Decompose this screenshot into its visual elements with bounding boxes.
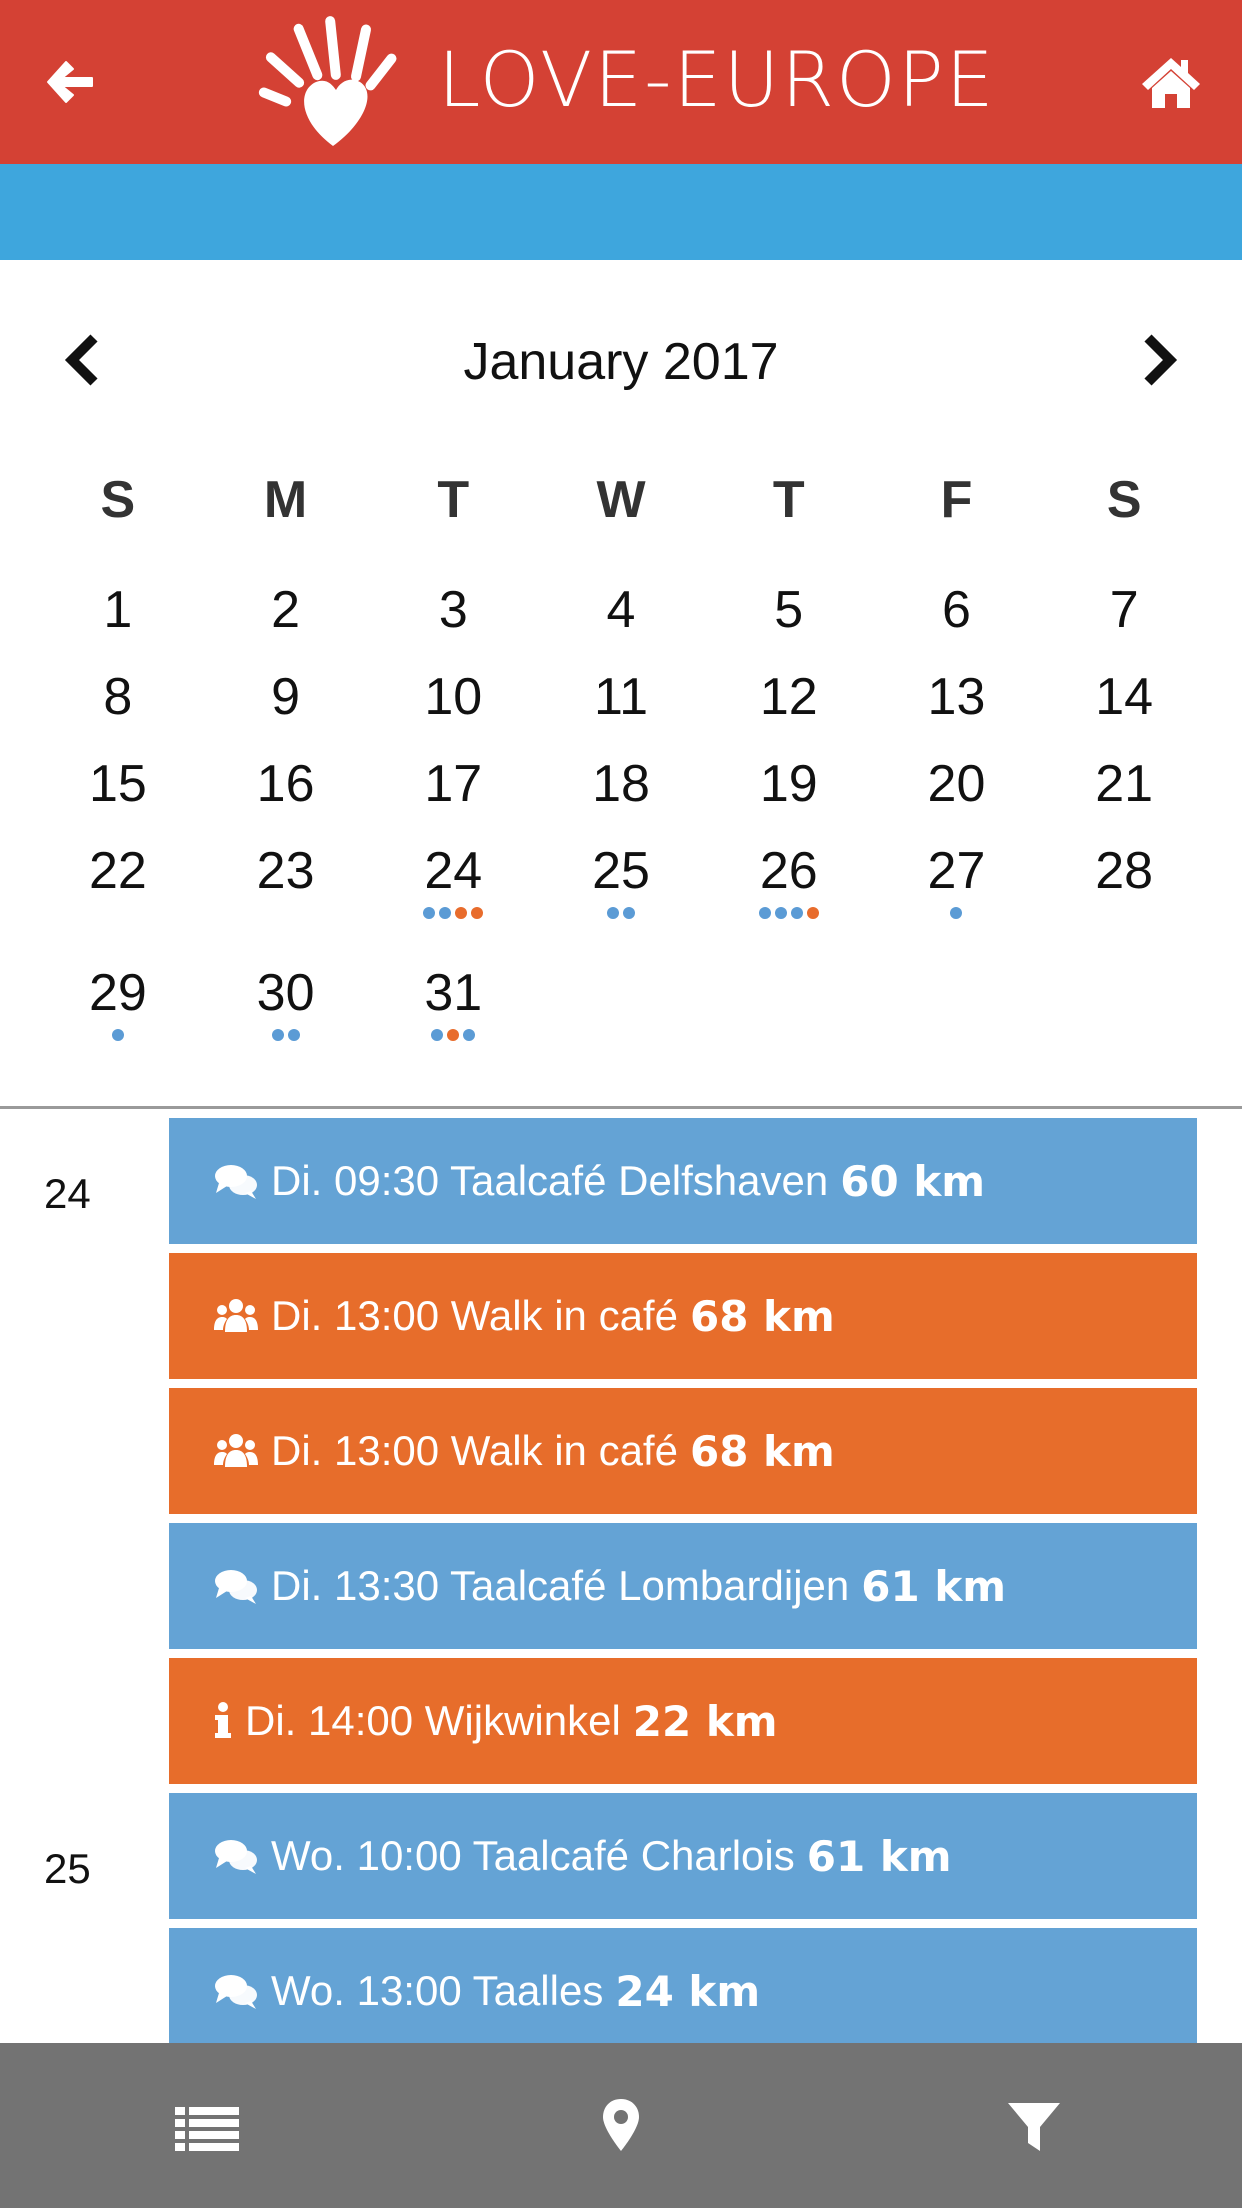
event-card[interactable] <box>169 1793 1197 1919</box>
brand-name: LOVE-EUROPE <box>438 35 996 124</box>
group-icon <box>213 1431 259 1471</box>
home-button[interactable] <box>1140 52 1202 112</box>
day-number: 27 <box>927 842 986 900</box>
weekday-label: T <box>772 471 805 529</box>
calendar-grid <box>34 580 1208 1085</box>
calendar-day[interactable] <box>202 580 370 667</box>
event-distance: 24 km <box>615 1966 761 2016</box>
event-dot <box>759 907 771 919</box>
day-number: 23 <box>256 842 315 900</box>
event-indicator-dots <box>369 907 537 921</box>
chevron-right-icon <box>1134 332 1184 388</box>
map-view-tab[interactable] <box>585 2089 657 2161</box>
calendar-day[interactable] <box>202 754 370 841</box>
event-distance: 61 km <box>861 1561 1007 1611</box>
day-number: 8 <box>103 668 133 726</box>
event-day-label: 24 <box>44 1170 91 1217</box>
calendar-day[interactable] <box>369 841 537 963</box>
event-card[interactable] <box>169 1118 1197 1244</box>
event-indicator-dots <box>202 1029 370 1043</box>
weekday-label: S <box>100 471 136 529</box>
event-title: Di. 13:30 Taalcafé Lombardijen <box>271 1562 850 1609</box>
comments-icon <box>213 1836 259 1876</box>
event-indicator-dots <box>369 1029 537 1043</box>
bottom-tab-bar <box>0 2043 1242 2208</box>
event-dot <box>112 1029 124 1041</box>
event-title: Di. 13:00 Walk in café <box>271 1427 678 1474</box>
day-number: 11 <box>594 668 648 726</box>
event-distance: 22 km <box>632 1696 778 1746</box>
event-card[interactable] <box>169 1523 1197 1649</box>
day-number: 18 <box>592 755 650 813</box>
day-number: 28 <box>1095 842 1154 900</box>
calendar-day[interactable] <box>369 580 537 667</box>
divider <box>0 1106 1242 1109</box>
next-month-button[interactable] <box>1134 332 1184 388</box>
calendar-day[interactable] <box>537 667 705 754</box>
calendar-day[interactable] <box>705 841 873 963</box>
event-title: Di. 09:30 Taalcafé Delfshaven <box>271 1157 829 1204</box>
filter-icon <box>998 2089 1070 2161</box>
calendar-day[interactable] <box>1040 841 1208 963</box>
day-number: 4 <box>606 581 636 639</box>
day-number: 20 <box>927 755 986 813</box>
calendar-day[interactable] <box>1040 580 1208 667</box>
weekday-label: W <box>596 471 646 529</box>
calendar-day[interactable] <box>34 667 202 754</box>
event-dot <box>288 1029 300 1041</box>
day-number: 7 <box>1109 581 1139 639</box>
calendar-day[interactable] <box>537 841 705 963</box>
day-number: 25 <box>592 842 650 900</box>
weekday-label: F <box>940 471 973 529</box>
event-title: Di. 14:00 Wijkwinkel <box>245 1697 621 1744</box>
calendar-empty-cell <box>537 963 705 1085</box>
day-number: 5 <box>774 581 804 639</box>
event-indicator-dots <box>705 907 873 921</box>
calendar-week-row <box>34 580 1208 667</box>
event-row <box>0 1388 1242 1523</box>
event-dot <box>455 907 467 919</box>
home-icon <box>1140 52 1202 112</box>
event-dot <box>471 907 483 919</box>
calendar-day[interactable] <box>705 580 873 667</box>
day-number: 12 <box>759 668 818 726</box>
calendar-day[interactable] <box>34 841 202 963</box>
day-number: 9 <box>271 668 301 726</box>
day-number: 29 <box>88 964 147 1022</box>
calendar-day[interactable] <box>705 667 873 754</box>
day-number: 22 <box>88 842 147 900</box>
comments-icon <box>213 1566 259 1606</box>
calendar-week-row <box>34 841 1208 963</box>
map-marker-icon <box>585 2089 657 2161</box>
event-dot <box>807 907 819 919</box>
weekday-label: S <box>1106 471 1142 529</box>
list-icon <box>171 2089 243 2161</box>
event-distance: 68 km <box>689 1291 835 1341</box>
event-indicator-dots <box>537 907 705 921</box>
calendar-day[interactable] <box>705 754 873 841</box>
day-number: 6 <box>941 581 971 639</box>
event-card[interactable] <box>169 1658 1197 1784</box>
event-card[interactable] <box>169 1388 1197 1514</box>
calendar-day[interactable] <box>873 580 1041 667</box>
app-header <box>0 0 1242 164</box>
brand-logo <box>258 10 996 154</box>
event-dot <box>775 907 787 919</box>
event-row <box>0 1118 1242 1253</box>
event-dot <box>607 907 619 919</box>
weekday-label: T <box>437 471 470 529</box>
event-dot <box>272 1029 284 1041</box>
weekday-header <box>34 470 1208 540</box>
event-title: Wo. 10:00 Taalcafé Charlois <box>271 1832 795 1879</box>
event-distance: 60 km <box>840 1156 986 1206</box>
calendar-day[interactable] <box>202 667 370 754</box>
filter-tab[interactable] <box>998 2089 1070 2161</box>
calendar-day[interactable] <box>873 754 1041 841</box>
event-dot <box>439 907 451 919</box>
event-title: Wo. 13:00 Taalles <box>271 1967 604 2014</box>
calendar-day[interactable] <box>537 580 705 667</box>
month-navigation <box>0 320 1242 400</box>
event-dot <box>447 1029 459 1041</box>
event-distance: 61 km <box>806 1831 952 1881</box>
day-number: 16 <box>256 755 315 813</box>
day-number: 14 <box>1095 668 1154 726</box>
event-row <box>0 1658 1242 1793</box>
sub-header-band <box>0 164 1242 260</box>
day-number: 2 <box>271 581 301 639</box>
event-card[interactable] <box>169 1253 1197 1379</box>
day-number: 24 <box>424 842 483 900</box>
calendar-day[interactable] <box>1040 754 1208 841</box>
day-number: 3 <box>438 581 468 639</box>
event-row <box>0 1253 1242 1388</box>
event-row <box>0 1523 1242 1658</box>
calendar-week-row <box>34 754 1208 841</box>
hand-heart-icon <box>258 10 408 154</box>
back-button[interactable] <box>40 52 100 112</box>
calendar-empty-cell <box>705 963 873 1085</box>
day-number: 17 <box>424 755 483 813</box>
day-number: 1 <box>103 581 133 639</box>
calendar-day[interactable] <box>202 963 370 1085</box>
day-number: 31 <box>424 964 483 1022</box>
event-card[interactable] <box>169 1928 1197 2043</box>
event-row <box>0 1928 1242 2043</box>
calendar-empty-cell <box>1040 963 1208 1085</box>
event-dot <box>623 907 635 919</box>
calendar-day[interactable] <box>202 841 370 963</box>
group-icon <box>213 1296 259 1336</box>
day-number: 15 <box>88 755 147 813</box>
event-row <box>0 1793 1242 1928</box>
day-number: 26 <box>759 842 818 900</box>
calendar-day[interactable] <box>34 580 202 667</box>
comments-icon <box>213 1161 259 1201</box>
event-dot <box>423 907 435 919</box>
event-dot <box>791 907 803 919</box>
calendar-empty-cell <box>873 963 1041 1085</box>
event-dot <box>463 1029 475 1041</box>
event-indicator-dots <box>873 907 1041 921</box>
event-title: Di. 13:00 Walk in café <box>271 1292 678 1339</box>
calendar-day[interactable] <box>369 667 537 754</box>
event-list[interactable] <box>0 1118 1242 2043</box>
calendar-day[interactable] <box>34 963 202 1085</box>
arrow-left-icon <box>40 52 100 112</box>
month-title: January 2017 <box>463 333 779 391</box>
calendar-week-row <box>34 667 1208 754</box>
day-number: 10 <box>424 668 483 726</box>
calendar-day[interactable] <box>34 754 202 841</box>
event-distance: 68 km <box>689 1426 835 1476</box>
calendar-week-row <box>34 963 1208 1085</box>
info-icon <box>213 1701 233 1741</box>
calendar-day[interactable] <box>1040 667 1208 754</box>
day-number: 19 <box>759 755 818 813</box>
event-dot <box>950 907 962 919</box>
day-number: 13 <box>927 668 986 726</box>
comments-icon <box>213 1971 259 2011</box>
day-number: 21 <box>1095 755 1154 813</box>
list-view-tab[interactable] <box>171 2089 243 2161</box>
calendar-day[interactable] <box>369 754 537 841</box>
calendar-day[interactable] <box>873 841 1041 963</box>
calendar-day[interactable] <box>537 754 705 841</box>
event-indicator-dots <box>34 1029 202 1043</box>
weekday-label: M <box>263 471 308 529</box>
event-day-label: 25 <box>44 1845 91 1892</box>
day-number: 30 <box>256 964 315 1022</box>
calendar-day[interactable] <box>873 667 1041 754</box>
calendar-day[interactable] <box>369 963 537 1085</box>
event-dot <box>431 1029 443 1041</box>
